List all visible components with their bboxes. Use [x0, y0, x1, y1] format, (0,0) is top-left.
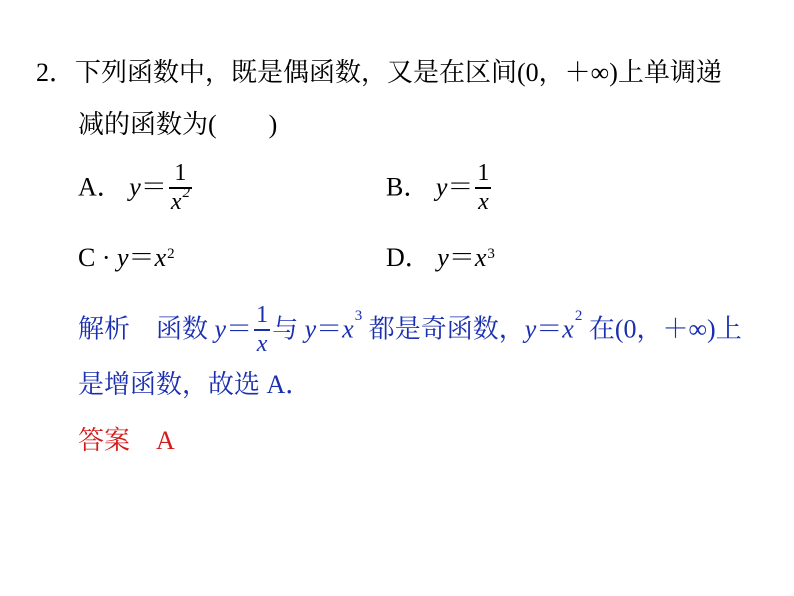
option-b[interactable]: [386, 160, 493, 216]
analysis-text-2: 与: [272, 314, 299, 344]
analysis-line-2: [78, 370, 311, 400]
option-a-fraction: [169, 161, 192, 214]
analysis-text-line-2: 是增函数，故选 A．: [78, 370, 312, 399]
option-d-label: D．: [386, 243, 431, 272]
analysis-fraction: [254, 303, 270, 356]
option-d-exponent: 3: [487, 246, 495, 262]
analysis-exp3: 2: [574, 308, 583, 324]
analysis-label: 解析: [78, 314, 131, 344]
question-line-1: [36, 58, 722, 88]
option-c-label: C ·: [78, 243, 111, 272]
analysis-line-1: [78, 302, 742, 358]
option-d-y: y: [437, 243, 449, 272]
option-d[interactable]: [386, 243, 495, 273]
analysis-text-4: 在(0，＋∞)上: [588, 314, 742, 344]
question-text-line-2: 减的函数为( ): [78, 110, 278, 139]
option-c-y: y: [117, 243, 129, 272]
option-b-y: y: [435, 172, 448, 202]
analysis-y3: y: [524, 314, 537, 344]
option-a-eq: ＝: [140, 172, 167, 202]
analysis-eq-3: ＝: [536, 314, 563, 344]
option-a-y: y: [129, 172, 141, 202]
option-b-label: B．: [386, 172, 430, 202]
analysis-exp2: 3: [354, 308, 363, 324]
option-c-base: x: [154, 243, 167, 272]
option-a-denominator: $x^2$: [170, 185, 190, 215]
analysis-text-3: 都是奇函数，: [368, 314, 525, 344]
option-d-eq: ＝: [448, 243, 475, 272]
analysis-eq-1: ＝: [226, 314, 253, 344]
option-b-fraction: [475, 161, 491, 214]
question-text-line-1: 下列函数中，既是偶函数，又是在区间(0，＋∞)上单调递: [75, 58, 722, 87]
option-b-denominator: x: [478, 189, 489, 215]
analysis-text-1: 函数: [156, 314, 209, 344]
answer-value: A: [156, 426, 175, 455]
option-d-base: x: [474, 243, 487, 272]
analysis-numerator: 1: [256, 302, 269, 328]
analysis-base2: x: [342, 314, 354, 344]
option-b-eq: ＝: [447, 172, 474, 202]
option-a-numerator: 1: [174, 160, 187, 186]
question-line-2: [78, 110, 277, 140]
answer-line: [78, 426, 175, 456]
option-a[interactable]: [78, 160, 194, 216]
option-a-label: A．: [78, 172, 123, 202]
analysis-denominator: x: [256, 331, 268, 357]
option-c-exponent: 2: [167, 246, 175, 262]
answer-label: 答案: [78, 426, 131, 455]
analysis-base3: x: [562, 314, 574, 344]
option-c[interactable]: [78, 243, 175, 273]
analysis-eq-2: ＝: [316, 314, 343, 344]
option-c-eq: ＝: [128, 243, 155, 272]
option-a-exponent: 2: [182, 185, 190, 201]
analysis-y1: y: [214, 314, 227, 344]
option-b-numerator: 1: [477, 160, 490, 186]
question-number: 2．: [36, 58, 76, 87]
analysis-y2: y: [304, 314, 317, 344]
